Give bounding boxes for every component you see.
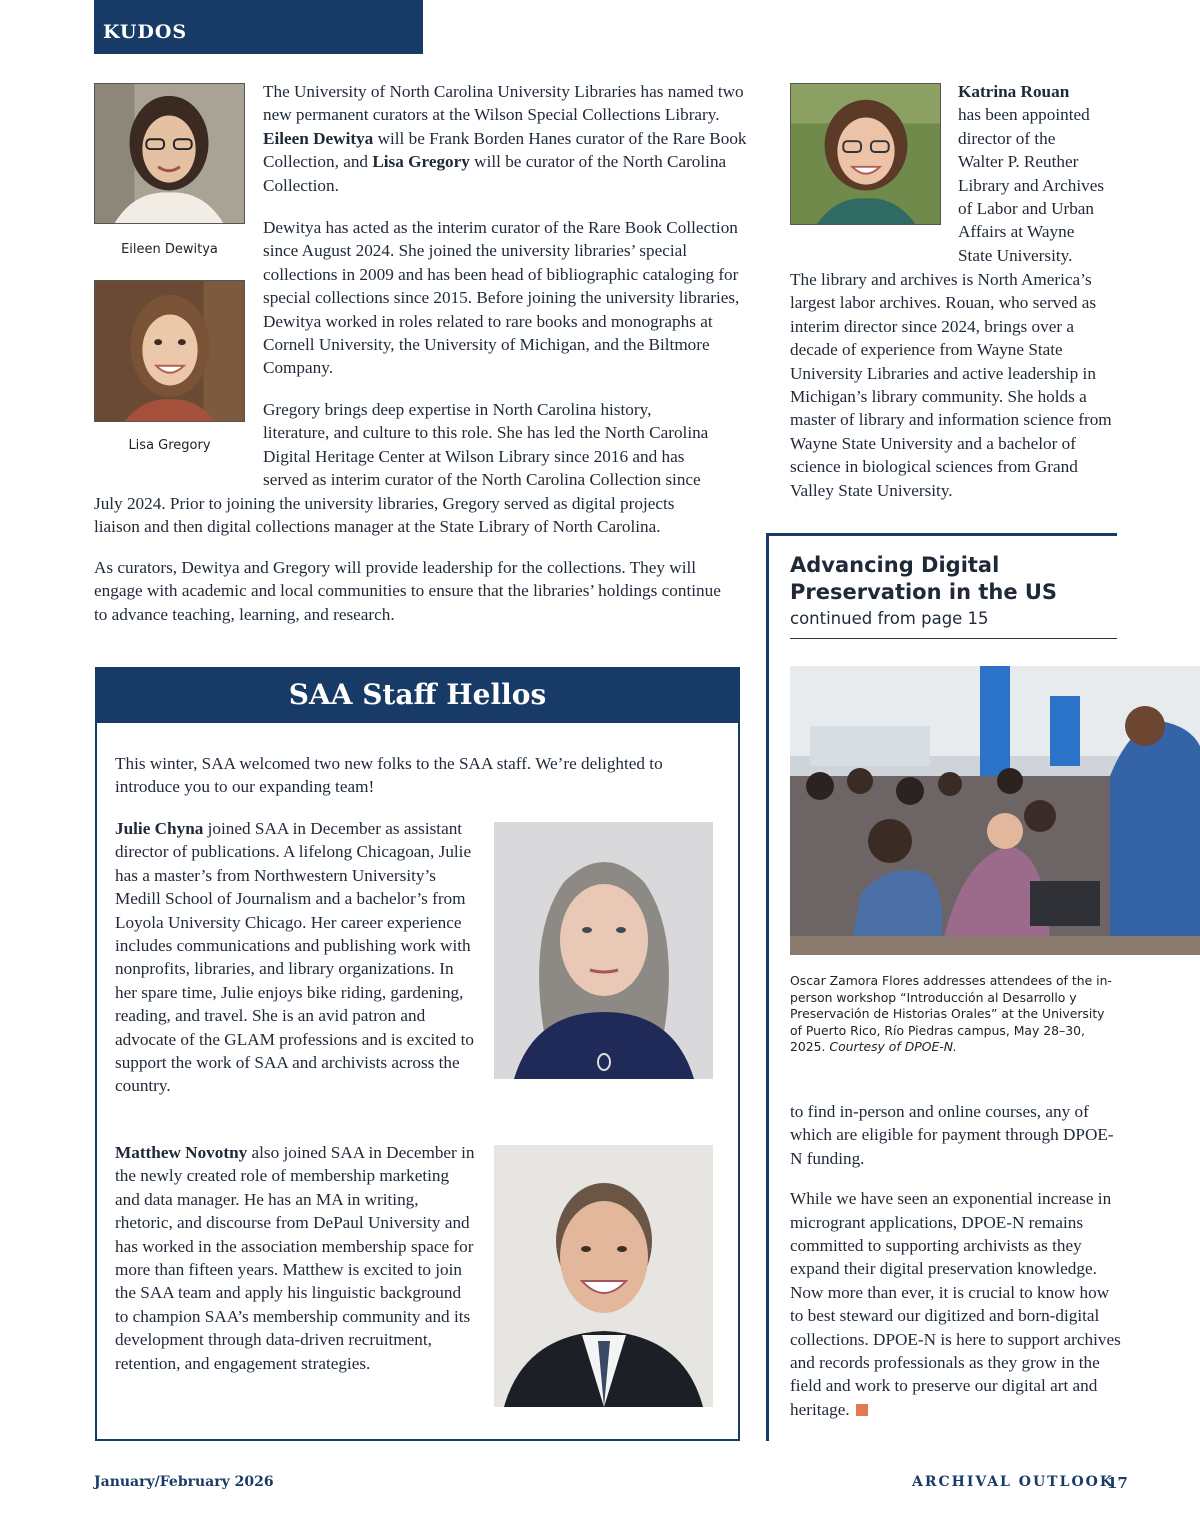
workshop-photo [790,666,1200,955]
julie-chyna-photo [494,822,713,1079]
sidebar-rule-vertical [766,533,769,1441]
advancing-paragraphs [790,1100,1125,1438]
matthew-novotny-name: Matthew Novotny [115,1143,248,1162]
sidebar-rule-horizontal [766,533,1117,536]
photo-caption: Lisa Gregory [128,438,211,453]
katrina-rouan-photo [790,83,941,225]
julie-chyna-bio: Julie Chyna joined SAA in December as assistant director of publications. A lifelong Chicagoan, Julie has a master’s from Northwestern University’s Medill School of Journalism and a bachelor’s from Loyola University Chicago. Her career experience includes communications and publishing work with nonprofits, libraries, and library organizations. In her spare time, Julie enjoys bike riding, gardening, reading, and travel. She is an avid patron and advocate of the GLAM professions and is excited to support the work of SAA and archivists across the country. [115,819,474,1096]
advancing-subtitle: continued from page 15 [790,609,989,628]
page-number: 17 [1107,1474,1128,1492]
rouan-body: The library and archives is North America’s largest labor archives. Rouan, who served as interim director since 2024, brings over a decade of experience from Wayne State University Libraries and active leadership in Michigan’s library community. She holds a master of library and information science from Wayne State University and a bachelor of science in biological sciences from Grand Valley State University. [790,270,1112,500]
photo-credit: Courtesy of DPOE-N. [829,1039,957,1055]
saa-intro: This winter, SAA welcomed two new folks to the SAA staff. We’re delighted to introduce you to our expanding team! [115,754,663,797]
advancing-title: Advancing Digital Preservation in the US [790,553,1058,604]
footer-publication-name: ARCHIVAL OUTLOOK [912,1474,1114,1490]
unc-paragraph-4: As curators, Dewitya and Gregory will provide leadership for the collections. They will engage with academic and local communities to ensure that the libraries’ holdings continue to advance teaching, learning, and research. [94,558,721,624]
workshop-photo-caption: Oscar Zamora Flores addresses attendees of the in-person workshop “Introducción al Desarrollo y Preservación de Historias Orales” at the University of Puerto Rico, Río Piedras campus, May 28–30, 2025. Courtesy of DPOE-N. [790,973,1112,1055]
advancing-paragraph-2: While we have seen an exponential increase in microgrant applications, DPOE-N remains committed to supporting archivists as they expand their digital preservation knowledge. Now more than ever, it is crucial to know how to best steward our digitized and born-digital collections. DPOE-N is here to support archives and records professionals as they grow in the field and work to preserve our digital art and heritage. [790,1189,1121,1419]
unc-paragraph-1: The University of North Carolina University Libraries has named two new permanent curators at the Wilson Special Collections Library. Eileen Dewitya will be Frank Borden Hanes curator of the Rare Book Collection, and Lisa Gregory will be curator of the North Carolina Collection. [263,82,747,195]
unc-paragraph-2: Dewitya has acted as the interim curator of the Rare Book Collection since August 2024. She joined the university libraries’ special collections in 2009 and has been head of bibliographic cataloging for special collections since 2015. Before joining the university libraries, Dewitya worked in roles related to rare books and monographs at Cornell University, the University of Michigan, and the Biltmore Company. [263,218,740,378]
footer-issue-date: January/February 2026 [94,1474,274,1490]
unc-paragraph-3: Gregory brings deep expertise in North Carolina history, literature, and culture to this role. She has led the North Carolina Digital Heritage Center at Wilson Library since 2016 and has served as interim curator of the North Carolina Collection since July 2024. Prior to joining the university libraries, Gregory served as digital projects liaison and then digital collections manager at the State Library of North Carolina. [94,400,709,537]
saa-box-title: SAA Staff Hellos [97,669,738,723]
matthew-novotny-bio: Matthew Novotny also joined SAA in December in the newly created role of membership marketing and data manager. He has an MA in writing, rhetoric, and discourse from DePaul University and has worked in the association membership space for more than fifteen years. Matthew is excited to join the SAA team and apply his linguistic background to champion SAA’s membership community and its development through data-driven recruitment, retention, and engagement strategies. [115,1143,475,1373]
rouan-name: Katrina Rouan [958,82,1070,101]
section-tab: KUDOS [94,0,423,54]
eileen-dewitya-photo [94,83,245,224]
photo-caption: Eileen Dewitya [121,242,218,257]
julie-chyna-name: Julie Chyna [115,819,204,838]
matthew-novotny-photo [494,1145,713,1407]
advancing-divider [790,638,1117,639]
rouan-intro: Katrina Rouan has been appointed director of the Walter P. Reuther Library and Archives of Labor and Urban Affairs at Wayne State University. [958,82,1105,265]
advancing-paragraph-1: to find in-person and online courses, any of which are eligible for payment through DPOE-N funding. [790,1102,1114,1168]
end-of-article-mark [856,1404,868,1416]
